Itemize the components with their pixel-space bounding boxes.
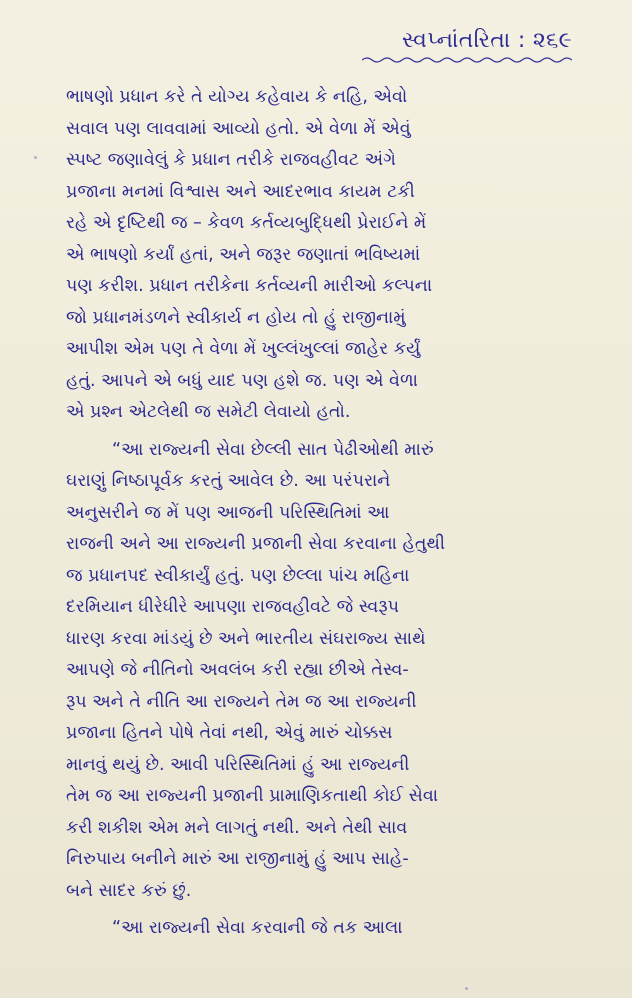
text-line: નિરુપાય બનીને મારું આ રાજીનામું હું આપ સાહે- <box>66 849 409 869</box>
paragraph-1 <box>66 82 566 429</box>
text-line: રૂપ અને તે નીતિ આ રાજ્યને તેમ જ આ રાજ્યની <box>66 691 417 712</box>
text-line: હતું. આપને એ બધું યાદ પણ હશે જ. પણ એ વેળા <box>66 370 418 391</box>
body-text <box>66 82 566 945</box>
text-line: એ પ્રશ્ન એટલેથી જ સમેટી લેવાયો હતો. <box>66 402 351 422</box>
paragraph-3 <box>66 913 566 945</box>
text-line: જ પ્રધાનપદ સ્વીકાર્યું હતું. પણ છેલ્લા પાંચ મહિના <box>66 565 410 586</box>
text-line: માનવું થયું છે. આવી પરિસ્થિતિમાં હું આ રાજ્યની <box>66 754 410 775</box>
text-line: ઘરાણું નિષ્ઠાપૂર્વક કરતું આવેલ છે. આ પરંપરાને <box>66 471 391 491</box>
paper-speck <box>465 987 468 990</box>
text-line: “આ રાજ્યની સેવા છેલ્લી સાત પેઢીઓથી મારું <box>112 439 434 460</box>
text-line: તેમ જ આ રાજ્યની પ્રજાની પ્રામાણિકતાથી કોઈ સેવા <box>66 786 439 806</box>
text-line: સવાલ પણ લાવવામાં આવ્યો હતો. એ વેળા મેં એવું <box>66 118 411 139</box>
page-header <box>362 28 572 65</box>
text-line: પણ કરીશ. પ્રધાન તરીકેના કર્તવ્યની મારીઓ કલ્પના <box>66 276 433 296</box>
paragraph-2 <box>66 435 566 908</box>
text-line: દરમિયાન ધીરેધીરે આપણા રાજવહીવટે જે સ્વરૂપ <box>66 597 399 617</box>
text-line: આપણે જે નીતિનો અવલંબ કરી રહ્યા છીએ તેસ્વ- <box>66 660 409 680</box>
text-line: કરી શકીશ એમ મને લાગતું નથી. અને તેથી સાવ <box>66 817 408 838</box>
text-line: બને સાદર કરું છું. <box>66 880 192 901</box>
text-line: સ્પષ્ટ જણાવેલું કે પ્રધાન તરીકે રાજવહીવટ અંગે <box>66 150 396 170</box>
text-line: ધારણ કરવા માંડયું છે અને ભારતીય સંઘરાજ્ય સાથે <box>66 628 426 649</box>
text-line: એ ભાષણો કર્યાં હતાં, અને જરૂર જણાતાં ભવિષ્યમાં <box>66 244 421 265</box>
text-line: “આ રાજ્યની સેવા કરવાની જે તક આલા <box>112 918 403 938</box>
text-line: જો પ્રધાનમંડળને સ્વીકાર્ય ન હોય તો હું રાજીનામું <box>66 307 406 328</box>
text-line: પ્રજાના મનમાં વિશ્વાસ અને આદરભાવ કાયમ ટકી <box>66 181 415 202</box>
header-underline-ornament <box>362 55 572 65</box>
paper-speck <box>34 156 37 159</box>
text-line: અનુસરીને જ મેં પણ આજની પરિસ્થિતિમાં આ <box>66 502 390 523</box>
text-line: પ્રજાના હિતને પોષે તેવાં નથી, એવું મારું ચોક્કસ <box>66 723 393 743</box>
text-line: રાજની અને આ રાજ્યની પ્રજાની સેવા કરવાના હેતુથી <box>66 534 445 554</box>
text-line: રહે એ દૃષ્ટિથી જ – કેવળ કર્તવ્યબુદ્ધિથી પ્રેરાઈને મેં <box>66 213 427 233</box>
running-head: સ્વપ્નાંતરિતા : ૨૬૯ <box>401 28 572 53</box>
text-line: ભાષણો પ્રધાન કરે તે યોગ્ય કહેવાય કે નહિ, એવો <box>66 87 408 107</box>
text-line: આપીશ એમ પણ તે વેળા મેં ખુલ્લંખુલ્લાં જાહેર કર્યું <box>66 339 421 359</box>
